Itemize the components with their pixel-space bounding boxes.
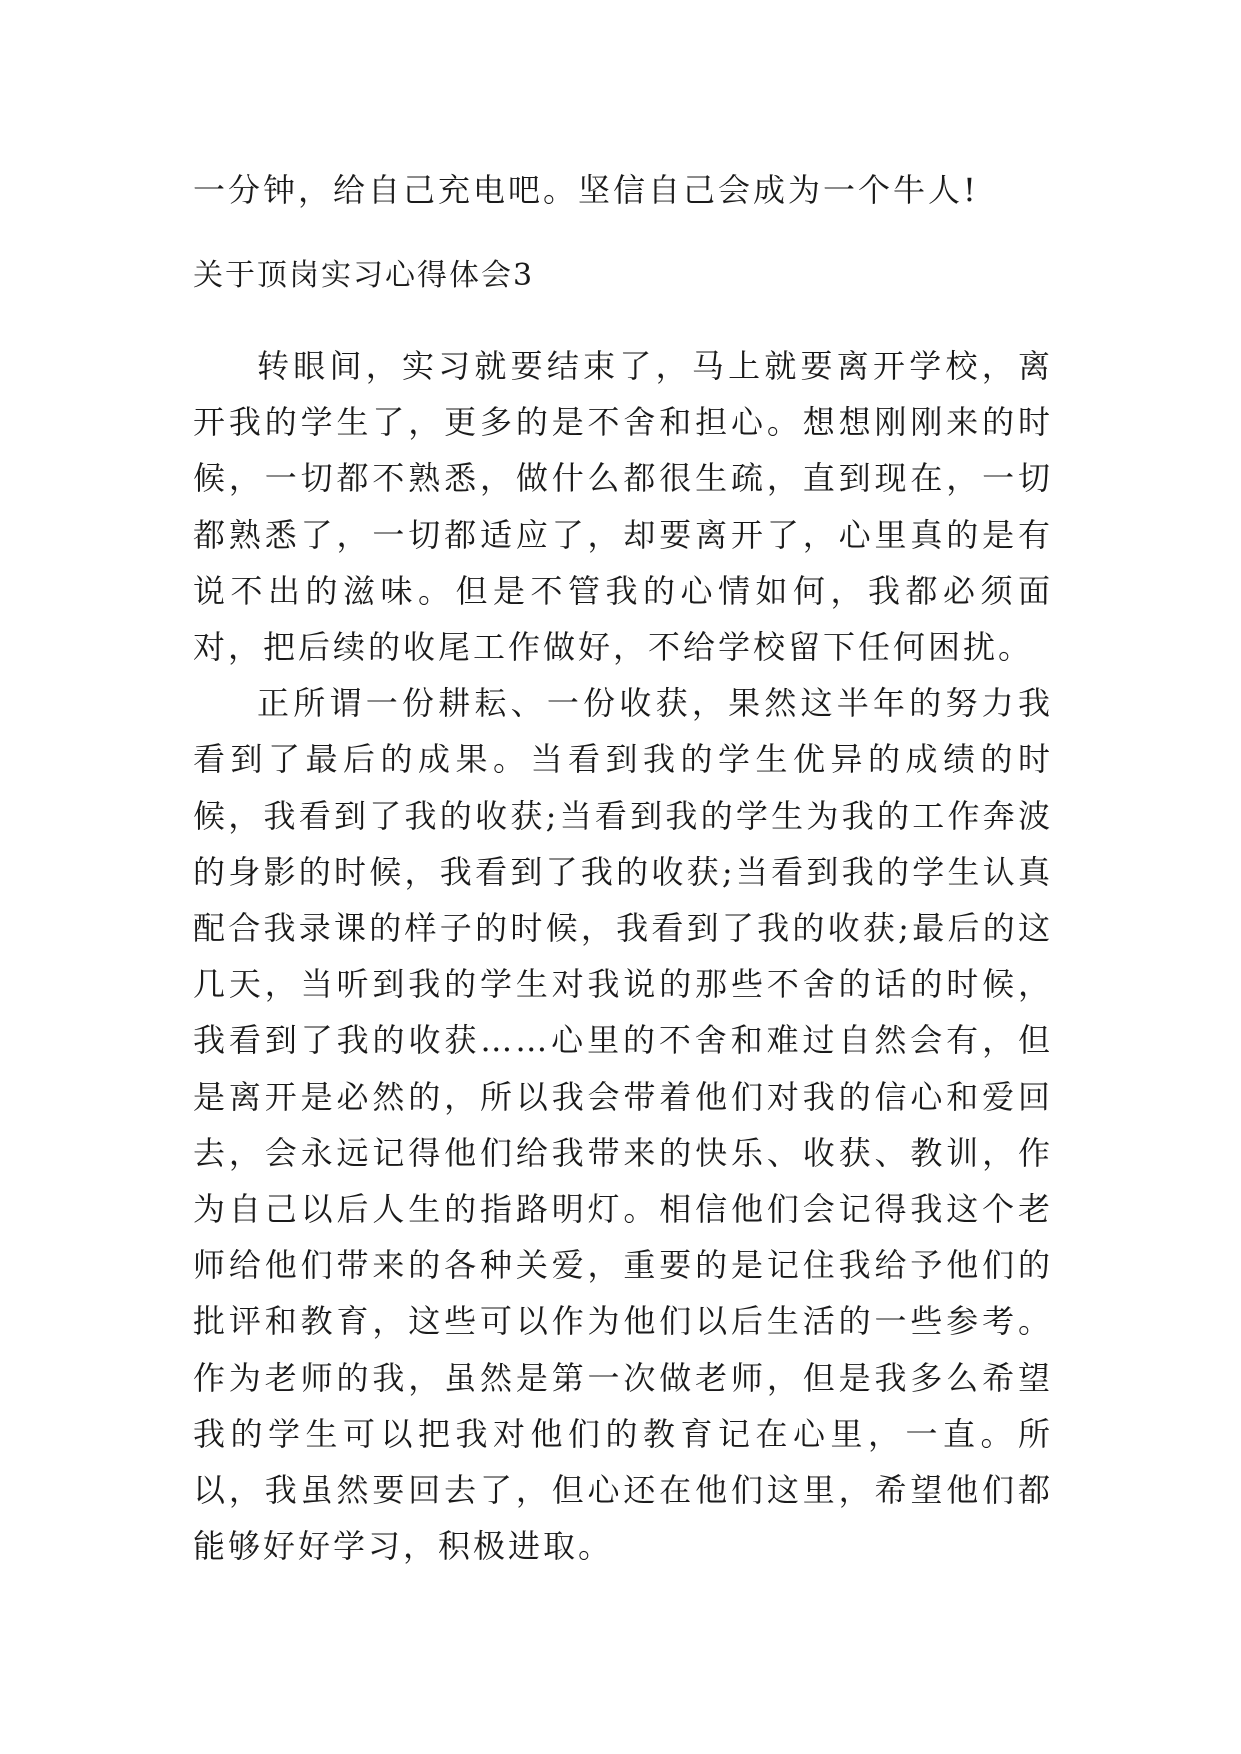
paragraph-1: 转眼间，实习就要结束了，马上就要离开学校，离开我的学生了，更多的是不舍和担心。想想刚刚来的时候，一切都不熟悉，做什么都很生疏，直到现在，一切都熟悉了，一切都适应了，却要离开了，心里真的是有说不出的滋味。但是不管我的心情如何，我都必须面对，把后续的收尾工作做好，不给学校留下任何困扰。 [193,347,1053,667]
body-text [193,338,1053,1574]
section-title: 关于顶岗实习心得体会3 [193,258,535,293]
paragraph-2: 正所谓一份耕耘、一份收获，果然这半年的努力我看到了最后的成果。当看到我的学生优异的成绩的时候，我看到了我的收获;当看到我的学生为我的工作奔波的身影的时候，我看到了我的收获;当看到我的学生认真配合我录课的样子的时候，我看到了我的收获;最后的这几天，当听到我的学生对我说的那些不舍的话的时候，我看到了我的收获……心里的不舍和难过自然会有，但是离开是必然的，所以我会带着他们对我的信心和爱回去，会永远记得他们给我带来的快乐、收获、教训，作为自己以后人生的指路明灯。相信他们会记得我这个老师给他们带来的各种关爱，重要的是记住我给予他们的批评和教育，这些可以作为他们以后生活的一些参考。作为老师的我，虽然是第一次做老师，但是我多么希望我的学生可以把我对他们的教育记在心里，一直。所以，我虽然要回去了，但心还在他们这里，希望他们都能够好好学习，积极进取。 [193,684,1053,1566]
lead-line: 一分钟，给自己充电吧。坚信自己会成为一个牛人! [193,171,979,209]
